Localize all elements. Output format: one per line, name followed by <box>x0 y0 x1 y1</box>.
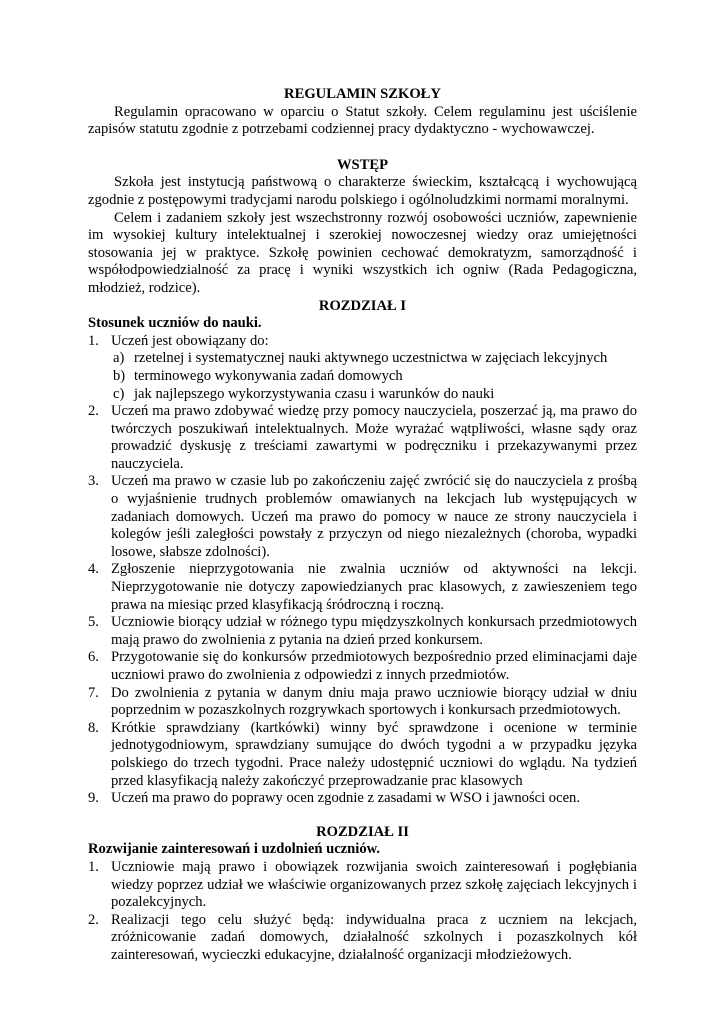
list-item <box>88 561 637 614</box>
list-item-text: Przygotowanie się do konkursów przedmiotowych bezpośrednio przed eliminacjami daje uczniowi prawo do zwolnienia z odpowiedzi z innych przedmiotów. <box>111 649 637 683</box>
list-item-text: Uczeń ma prawo do poprawy ocen zgodnie z zasadami w WSO i jawności ocen. <box>111 790 581 807</box>
chapter-1-list <box>88 333 637 808</box>
list-item <box>88 859 637 912</box>
sub-list-item-text: jak najlepszego wykorzystywania czasu i warunków do nauki <box>134 385 495 402</box>
list-item <box>88 649 637 684</box>
list-item-number: 7. <box>88 684 99 701</box>
sub-list-item-letter: a) <box>113 350 125 367</box>
list-item-text: Zgłoszenie nieprzygotowania nie zwalnia uczniów od aktywności na lekcji. Nieprzygotowanie nie dotyczy zapowiedzianych prac klasowych, z zawieszeniem tego prawa na miesiąc przed klasyfikacją śródroczną i roczną. <box>111 561 637 613</box>
list-item-text: Uczeń ma prawo w czasie lub po zakończeniu zajęć zwrócić się do nauczyciela z prośbą o wyjaśnienie trudnych problemów omawianych na lekcjach lub występujących w zadaniach domowych. Uczeń ma prawo do pomocy w nauce ze strony nauczyciela i kolegów jeśli zaległości powstały z przyczyn od niego niezależnych (choroba, wypadki losowe, słabsze zdolności). <box>111 473 637 560</box>
list-item <box>88 912 637 965</box>
list-item-text: Uczniowie mają prawo i obowiązek rozwijania swoich zainteresowań i pogłębiania wiedzy poprzez udział we właściwie organizowanych przez szkołę zajęciach lekcyjnych i pozalekcyjnych. <box>111 858 637 911</box>
list-item-number: 9. <box>88 790 99 807</box>
intro-paragraph: Regulamin opracowano w oparciu o Statut szkoły. Celem regulaminu jest uściślenie zapisów statutu zgodnie z potrzebami codziennej pracy dydaktyczno - wychowawczej. <box>88 103 637 138</box>
list-item-text: Uczeń ma prawo zdobywać wiedzę przy pomocy nauczyciela, poszerzać ją, ma prawo do twórczych poszukiwań intelektualnych. Może wyrażać wątpliwości, własne sądy oraz prowadzić dyskusję z treściami zawartymi w podręczniku i przekazywanymi przez nauczyciela. <box>111 403 637 472</box>
list-item-text: Realizacji tego celu służyć będą: indywidualna praca z uczniem na lekcjach, zróżnicowanie zadań domowych, działalność szkolnych i pozaszkolnych kół zainteresowań, wycieczki edukacyjne, działalność organizacji młodzieżowych. <box>111 911 637 963</box>
list-item-number: 4. <box>88 561 99 578</box>
sub-list-item-text: rzetelnej i systematycznej nauki aktywnego uczestnictwa w zajęciach lekcyjnych <box>134 350 608 367</box>
chapter-2-subheading: Rozwijanie zainteresowań i uzdolnień uczniów. <box>88 841 381 858</box>
sub-list-item <box>111 368 637 386</box>
list-item <box>88 403 637 473</box>
list-item-number: 2. <box>88 911 99 928</box>
sub-list-item <box>111 350 637 368</box>
list-item-text: Do zwolnienia z pytania w danym dniu maja prawo uczniowie biorący udział w dniu poprzednim w pozaszkolnych rozgrywkach sportowych i konkursach przedmiotowych. <box>111 684 637 719</box>
sub-list-item-text: terminowego wykonywania zadań domowych <box>134 367 403 384</box>
list-item <box>88 790 637 808</box>
chapter-1-heading: ROZDZIAŁ I <box>318 297 407 314</box>
chapter-2-list <box>88 859 637 965</box>
wstep-paragraph: Szkoła jest instytucją państwową o charakterze świeckim, kształcącą i wychowującą zgodnie z postępowymi tradycjami narodu polskiego i ogólnoludzkimi normami moralnymi. <box>88 174 637 208</box>
sub-list-item-letter: c) <box>113 385 125 402</box>
list-item-number: 6. <box>88 649 99 666</box>
list-item-text: Uczeń jest obowiązany do: <box>111 332 269 349</box>
wstep-heading: WSTĘP <box>336 156 389 173</box>
list-item-text: Uczniowie biorący udział w różnego typu międzyszkolnych konkursach przedmiotowych mają prawo do zwolnienia z pytania na dzień przed konkursem. <box>111 614 637 648</box>
sub-list <box>111 350 637 403</box>
list-item <box>88 333 637 403</box>
sub-list-item-letter: b) <box>113 367 126 384</box>
list-item-number: 8. <box>88 719 99 736</box>
list-item-number: 2. <box>88 403 99 420</box>
list-item <box>88 473 637 561</box>
chapter-1-subheading: Stosunek uczniów do nauki. <box>88 315 262 332</box>
list-item <box>88 614 637 649</box>
list-item-number: 1. <box>88 858 99 875</box>
list-item-number: 3. <box>88 473 99 490</box>
list-item-text: Krótkie sprawdziany (kartkówki) winny być sprawdzone i ocenione w terminie jednotygodniowym, sprawdziany sumujące do dwóch tygodni a w przypadku języka polskiego do trzech tygodni. Prace należy udostępnić uczniowi do wglądu. Na tydzień przed klasyfikacją należy zakończyć przeprowadzanie prac klasowych <box>111 719 637 789</box>
list-item <box>88 685 637 720</box>
wstep-paragraph: Celem i zadaniem szkoły jest wszechstronny rozwój osobowości uczniów, zapewnienie im wysokiej kultury intelektualnej i szerokiej nowoczesnej wiedzy oraz umiejętności stosowania jej w praktyce. Szkołę powinien cechować demokratyzm, samorządność i współodpowiedzialność za pracę i wyniki wszystkich ich ogniw (Rada Pedagogiczna, młodzież, rodzice). <box>88 209 637 296</box>
sub-list-item <box>111 386 637 404</box>
chapter-2-heading: ROZDZIAŁ II <box>316 823 409 840</box>
list-item-number: 5. <box>88 614 99 631</box>
list-item <box>88 720 637 790</box>
list-item-number: 1. <box>88 332 99 349</box>
document-title: REGULAMIN SZKOŁY <box>284 86 441 102</box>
